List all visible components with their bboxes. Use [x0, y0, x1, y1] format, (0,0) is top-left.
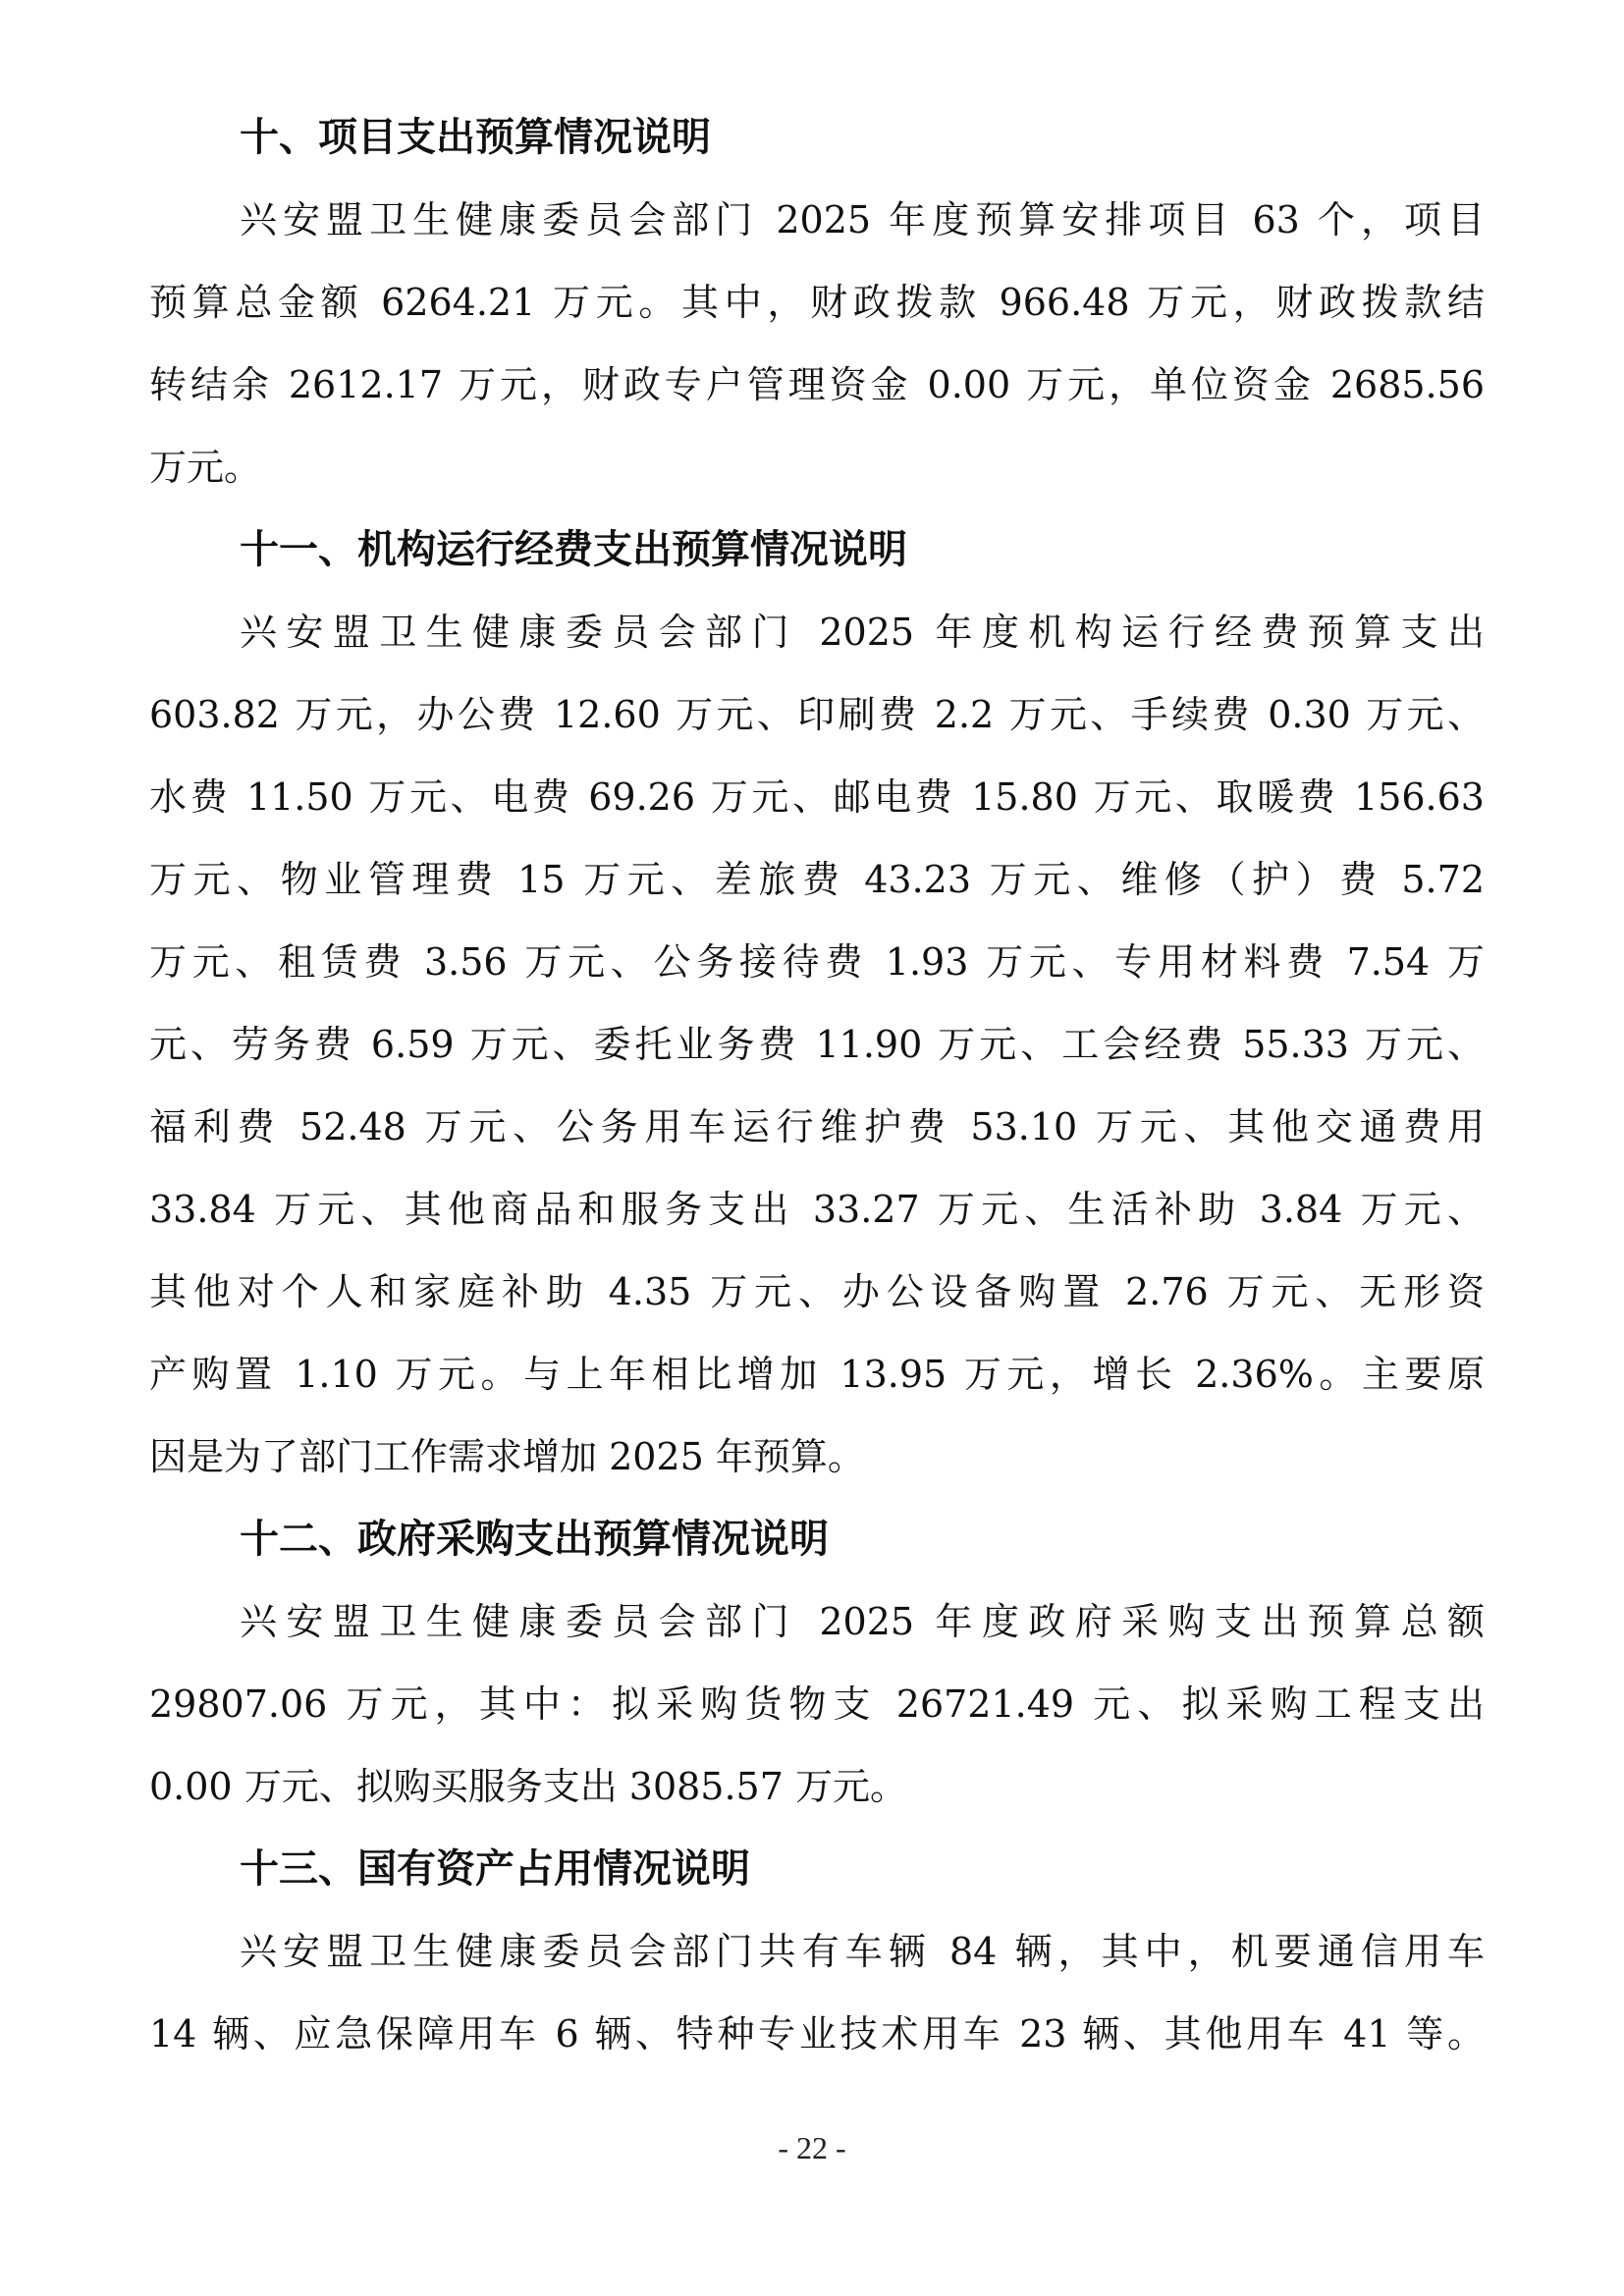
page-number: - 22 - [778, 2130, 846, 2165]
paragraph-line: 603.82 万元，办公费 12.60 万元、印刷费 2.2 万元、手续费 0.30 万元、 [149, 693, 1485, 736]
paragraph-line: 因是为了部门工作需求增加 2025 年预算。 [149, 1435, 865, 1478]
paragraph-line: 万元。 [149, 446, 262, 489]
paragraph-line: 转结余 2612.17 万元，财政专户管理资金 0.00 万元，单位资金 2685.56 [149, 363, 1485, 406]
paragraph-line: 兴安盟卫生健康委员会部门 2025 年度政府采购支出预算总额 [240, 1600, 1485, 1643]
paragraph-line: 产购置 1.10 万元。与上年相比增加 13.95 万元，增长 2.36%。主要原 [149, 1353, 1485, 1396]
section-heading: 十二、政府采购支出预算情况说明 [240, 1517, 829, 1562]
paragraph-line: 福利费 52.48 万元、公务用车运行维护费 53.10 万元、其他交通费用 [149, 1105, 1485, 1148]
paragraph-line: 兴安盟卫生健康委员会部门 2025 年度机构运行经费预算支出 [240, 611, 1485, 654]
paragraph-line: 元、劳务费 6.59 万元、委托业务费 11.90 万元、工会经费 55.33 万元、 [149, 1023, 1485, 1066]
paragraph-line: 万元、物业管理费 15 万元、差旅费 43.23 万元、维修（护）费 5.72 [149, 858, 1485, 901]
paragraph-line: 预算总金额 6264.21 万元。其中，财政拨款 966.48 万元，财政拨款结 [149, 281, 1485, 324]
paragraph-line: 0.00 万元、拟购买服务支出 3085.57 万元。 [149, 1765, 907, 1808]
paragraph-line: 29807.06 万元，其中：拟采购货物支 26721.49 元、拟采购工程支出 [149, 1682, 1485, 1726]
paragraph-line: 兴安盟卫生健康委员会部门共有车辆 84 辆，其中，机要通信用车 [240, 1930, 1485, 1973]
paragraph-line: 14 辆、应急保障用车 6 辆、特种专业技术用车 23 辆、其他用车 41 等。 [149, 2012, 1485, 2056]
paragraph-line: 万元、租赁费 3.56 万元、公务接待费 1.93 万元、专用材料费 7.54 万 [149, 940, 1485, 984]
section-heading: 十、项目支出预算情况说明 [240, 115, 711, 160]
paragraph-line: 兴安盟卫生健康委员会部门 2025 年度预算安排项目 63 个，项目 [240, 198, 1485, 241]
section-heading: 十一、机构运行经费支出预算情况说明 [240, 527, 907, 572]
paragraph-line: 33.84 万元、其他商品和服务支出 33.27 万元、生活补助 3.84 万元、 [149, 1188, 1485, 1231]
paragraph-line: 其他对个人和家庭补助 4.35 万元、办公设备购置 2.76 万元、无形资 [149, 1270, 1485, 1313]
section-heading: 十三、国有资产占用情况说明 [240, 1846, 750, 1892]
paragraph-line: 水费 11.50 万元、电费 69.26 万元、邮电费 15.80 万元、取暖费 156.63 [149, 775, 1485, 819]
